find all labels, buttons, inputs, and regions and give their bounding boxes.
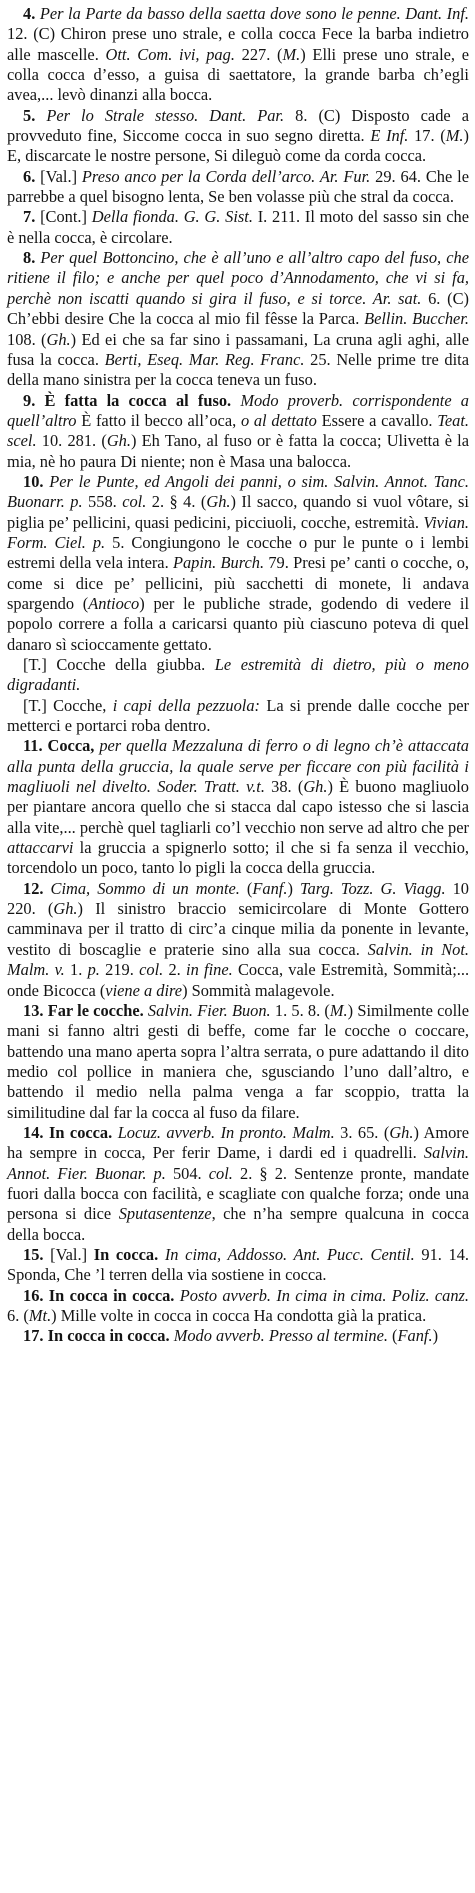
entry-italic-text: Gh. bbox=[106, 431, 131, 451]
entry-text: , che n’ha sempre qualcuna in cocca della bocca. bbox=[7, 1204, 470, 1244]
entry-text: Cocca, vale Estremità, Sommità;... onde Bicocca ( bbox=[7, 960, 470, 1000]
entry-italic-text: Gh. bbox=[389, 1122, 414, 1142]
entry-text: 12. (C) Chiron prese uno strale, e colla cocca Fece la barba indietro alle mascelle. bbox=[7, 24, 469, 64]
entry-e11 bbox=[7, 736, 469, 878]
entry-number: 10. bbox=[23, 471, 44, 491]
entry-italic-text: col. bbox=[139, 960, 169, 980]
entry-italic-text: Preso anco per la Corda dell’arco. Ar. Fur. bbox=[81, 166, 376, 186]
entry-text: ) Similmente colle mani si fanno altri gesti di beffe, come far le cocche o coccare, battendo una mano aperta sopra l’altra serrata, o pure adattando il dito medio col pollice in maniera che, sgusciando l’uno dall’altro, e battendo il medio nella palma venga a far scoppio, tratta la similitudine dal far la cocca al fuso da filare. bbox=[7, 1000, 469, 1122]
entry-italic-text: col. bbox=[122, 492, 152, 512]
entry-text: 1. 5. 8. ( bbox=[274, 1000, 330, 1020]
entry-italic-text: Locuz. avverb. In pronto. Malm. bbox=[112, 1122, 341, 1142]
entry-italic-text: Modo proverb. corrispondente a quell’altro bbox=[7, 390, 469, 430]
entry-italic-text: Della fionda. G. G. Sist. bbox=[91, 207, 258, 227]
entry-e16 bbox=[7, 1286, 469, 1327]
entry-italic-text: Per lo Strale stesso. Dant. Par. bbox=[35, 105, 296, 125]
entry-italic-text: Fanf. bbox=[397, 1326, 433, 1346]
entry-lemma: In cocca. bbox=[43, 1122, 113, 1142]
entry-e6 bbox=[7, 167, 469, 208]
entry-e15 bbox=[7, 1245, 469, 1286]
entry-text: 5. Congiungono le cocche o pur le punte o i lembi estremi della vela intera. bbox=[7, 532, 469, 573]
entry-e7 bbox=[7, 207, 469, 248]
entry-italic-text: M. bbox=[282, 44, 301, 64]
entry-text: Essere a cavallo. bbox=[321, 410, 438, 430]
entry-text: ) per le publiche strade, godendo di vedere il popolo correre a folla a caricarsi quanto più ciascuno poteva di quel danaro sì scioccamente gettato. bbox=[7, 593, 469, 654]
entry-italic-text: i capi della pezzuola: bbox=[112, 695, 261, 715]
entry-italic-text: Sputasentenze bbox=[118, 1204, 212, 1224]
entry-text: ( bbox=[246, 878, 253, 898]
entry-e13 bbox=[7, 1001, 469, 1123]
entry-italic-text: col. bbox=[208, 1163, 240, 1183]
entry-e17 bbox=[7, 1326, 469, 1346]
entry-number: 8. bbox=[23, 248, 36, 268]
entry-text: 2. § 2. Sentenze pronte, mandate fuori dalla bocca con facilità, e scagliate con qualche forza; onde una persona si dice bbox=[7, 1163, 469, 1224]
entry-text: 1. bbox=[70, 960, 88, 980]
entry-text: 227. ( bbox=[241, 44, 283, 64]
entry-number: 11. bbox=[23, 736, 43, 756]
entry-text: 3. 65. ( bbox=[340, 1122, 390, 1142]
entry-lemma: In cocca in cocca. bbox=[43, 1285, 175, 1305]
entry-text: ) bbox=[287, 878, 300, 898]
entry-number: 9. bbox=[23, 390, 36, 410]
entry-italic-text: M. bbox=[445, 126, 464, 146]
entry-text: 504. bbox=[172, 1163, 209, 1183]
entry-text: 17. ( bbox=[414, 126, 446, 146]
entry-text: 558. bbox=[88, 492, 123, 512]
entry-italic-text: Cima, Sommo di un monte. bbox=[43, 878, 247, 898]
entry-number: 12. bbox=[23, 878, 44, 898]
entry-text: 2. § 4. ( bbox=[151, 492, 207, 512]
entry-italic-text: per quella Mezzaluna di ferro o di legno ch’è attaccata alla punta della gruccia, la quale serve per ficcare con più facilità i magliuoli nel divelto. Soder. Tratt. v.t. bbox=[7, 736, 469, 797]
entry-e9 bbox=[7, 391, 469, 472]
entry-text: 10. 281. ( bbox=[41, 431, 107, 451]
entry-text: La si prende dalle cocche per metterci e portarci roba dentro. bbox=[7, 695, 469, 736]
entry-text: [T.] Cocche della giubba. bbox=[23, 655, 215, 674]
entry-number: 5. bbox=[23, 105, 36, 125]
entry-number: 16. bbox=[23, 1285, 44, 1305]
entry-e14 bbox=[7, 1123, 469, 1245]
entry-text: 219. bbox=[105, 960, 140, 980]
entry-text: ) E, discarcate le nostre persone, Si dileguò come da corda cocca. bbox=[7, 126, 469, 166]
entry-italic-text: Antioco bbox=[88, 593, 140, 613]
entry-number: 14. bbox=[23, 1122, 44, 1142]
entry-text: 25. Nelle prime tre dita della mano sinistra per la cocca teneva un fuso. bbox=[7, 349, 469, 390]
entry-text: 91. 14. Sponda, Che ’l terren della via sostiene in cocca. bbox=[7, 1244, 470, 1285]
entry-lemma: È fatta la cocca al fuso. bbox=[35, 390, 232, 410]
entry-e5 bbox=[7, 106, 469, 167]
entry-e10 bbox=[7, 472, 469, 655]
entry-text: ) Il sacco, quando si vuol vôtare, si piglia pe’ pellicini, quasi pedicini, picciuoli, cocche, estremità. bbox=[7, 492, 469, 532]
entry-number: 4. bbox=[23, 4, 36, 23]
entry-lemma: Cocca, bbox=[42, 736, 95, 756]
entry-text: ) Ed ei che sa far sino i passamani, La cruna agli aghi, alle fusa la cocca. bbox=[7, 329, 469, 369]
entry-text: 6. ( bbox=[7, 1306, 29, 1325]
entry-italic-text: In cima, Addosso. Ant. Pucc. Centil. bbox=[158, 1244, 422, 1264]
entry-lemma: In cocca. bbox=[93, 1244, 159, 1264]
entry-e10a bbox=[7, 655, 469, 696]
entry-italic-text: Per quel Bottoncino, che è all’uno e all’altro capo del fuso, che ritiene il filo; e anche per quel poco d’Annodamento, che vi si fa, perchè non iscatti quando si gira il fuso, e si torce. Ar. sat. bbox=[7, 248, 469, 308]
entry-lemma: In cocca in cocca. bbox=[43, 1326, 170, 1346]
entry-italic-text: Gh. bbox=[303, 777, 328, 797]
entry-lemma: Far le cocche. bbox=[43, 1000, 144, 1020]
entry-italic-text: Ott. Com. ivi, pag. bbox=[105, 44, 242, 64]
entry-text: 8. (C) Disposto cade a provveduto fine, Siccome cocca in suo segno diretta. bbox=[7, 105, 469, 146]
entry-italic-text: Vivian. Form. Ciel. p. bbox=[7, 512, 469, 552]
entry-text: 79. Presi pe’ canti o cocche, o, come si dice pe’ pellicini, più sacchetti di monete, li andava spargendo ( bbox=[7, 553, 469, 613]
entry-number: 6. bbox=[23, 166, 36, 186]
entry-text: 10 220. ( bbox=[7, 878, 469, 919]
entry-text: [Val.] bbox=[43, 1244, 94, 1264]
entry-e8 bbox=[7, 248, 469, 390]
entry-text: [Cont.] bbox=[35, 207, 92, 227]
entry-italic-text: Bellin. Buccher. bbox=[364, 309, 469, 329]
entry-text: ) Mille volte in cocca in cocca Ha condotta già la pratica. bbox=[51, 1306, 427, 1325]
entry-text: 29. 64. Che le parrebbe a quel bisogno lenta, Se ben volasse più che stral da cocca. bbox=[7, 166, 469, 207]
entry-text: I. 211. Il moto del sasso sin che è nella cocca, è circolare. bbox=[7, 207, 469, 247]
entry-italic-text: p. bbox=[87, 960, 106, 980]
entry-text: ) bbox=[432, 1326, 439, 1346]
entry-italic-text: Per la Parte da basso della saetta dove sono le penne. Dant. Inf. bbox=[35, 4, 469, 23]
entry-italic-text: o al dettato bbox=[240, 410, 322, 430]
entry-e10b bbox=[7, 696, 469, 737]
entry-text: la gruccia a spignerlo sotto; il che si fa senza il vecchio, torcendolo un poco, tanto lo pigli la cocca della gruccia. bbox=[7, 838, 469, 878]
entry-text: [Val.] bbox=[35, 166, 82, 186]
entry-italic-text: Salvin. Annot. Fier. Buonar. p. bbox=[7, 1143, 469, 1183]
entry-text: ) Il sinistro braccio semicircolare di Monte Gottero camminava per il tratto di circ’a cinque milia da ponente in levante, vestito di boscaglie e praterie sino alla sua cocca. bbox=[7, 899, 469, 959]
entry-italic-text: Le estremità di dietro, più o meno digradanti. bbox=[7, 655, 469, 695]
entry-text: ( bbox=[392, 1326, 398, 1346]
entry-text: ) Sommità malagevole. bbox=[182, 980, 335, 1000]
entry-number: 13. bbox=[23, 1000, 44, 1020]
entry-text: ) Amore ha sempre in cocca, Per ferir Dame, i dardi ed i quadrelli. bbox=[7, 1122, 469, 1163]
entry-text: È fatto il becco all’oca, bbox=[81, 410, 241, 430]
entry-italic-text: Modo avverb. Presso al termine. bbox=[169, 1326, 393, 1346]
entry-text: ) Elli prese uno strale, e colla cocca d’esso, a guisa di saettatore, la grande barba ch’egli avea,... levò dinanzi alla bocca. bbox=[7, 44, 469, 105]
entry-italic-text: Fanf. bbox=[252, 878, 288, 898]
entry-e12 bbox=[7, 879, 469, 1001]
entry-number: 15. bbox=[23, 1244, 44, 1264]
entry-italic-text: Gh. bbox=[46, 329, 71, 349]
entry-text: ) È buono magliuolo per piantare ancora quello che si stacca dal capo istesso che si lascia alla vite,... perchè quel tagliarli co’l vecchio non serve ad altro che per bbox=[7, 777, 469, 837]
entry-italic-text: Berti, Eseq. Mar. Reg. Franc. bbox=[104, 349, 311, 369]
entry-italic-text: Teat. scel. bbox=[7, 410, 469, 451]
entry-italic-text: Gh. bbox=[206, 492, 231, 512]
entry-italic-text: Posto avverb. In cima in cima. Poliz. canz. bbox=[174, 1285, 469, 1305]
entry-italic-text: in fine. bbox=[186, 960, 233, 980]
entry-text: ) Eh Tano, al fuso or è fatta la cocca; Ulivetta è la mia, nè ho paura Di niente; non è Masa una balocca. bbox=[7, 431, 469, 471]
entry-italic-text: Papin. Burch. bbox=[172, 553, 269, 573]
entry-italic-text: Gh. bbox=[53, 899, 78, 919]
entry-italic-text: Salvin. in Not. Malm. v. bbox=[7, 939, 469, 980]
entry-text: 6. (C) Ch’ebbi desire Che la cocca al mio fil fêsse la Parca. bbox=[7, 288, 469, 329]
entry-italic-text: M. bbox=[329, 1000, 348, 1020]
entry-e4 bbox=[7, 4, 469, 106]
entry-text: [T.] Cocche, bbox=[23, 695, 113, 715]
entry-italic-text: attaccarvi bbox=[7, 838, 74, 858]
entry-italic-text: E Inf. bbox=[370, 126, 415, 146]
entry-italic-text: Per le Punte, ed Angoli dei panni, o sim. Salvin. Annot. Tanc. Buonarr. p. bbox=[7, 471, 469, 512]
entry-italic-text: Salvin. Fier. Buon. bbox=[143, 1000, 275, 1020]
entry-italic-text: Mt. bbox=[28, 1306, 52, 1325]
entry-number: 7. bbox=[23, 207, 36, 227]
entry-italic-text: viene a dire bbox=[105, 980, 183, 1000]
entry-italic-text: Targ. Tozz. G. Viagg. bbox=[299, 878, 453, 898]
entry-text: 2. bbox=[168, 960, 187, 980]
entry-number: 17. bbox=[23, 1326, 44, 1346]
entry-text: 38. ( bbox=[271, 777, 304, 797]
entry-text: 108. ( bbox=[7, 329, 47, 349]
